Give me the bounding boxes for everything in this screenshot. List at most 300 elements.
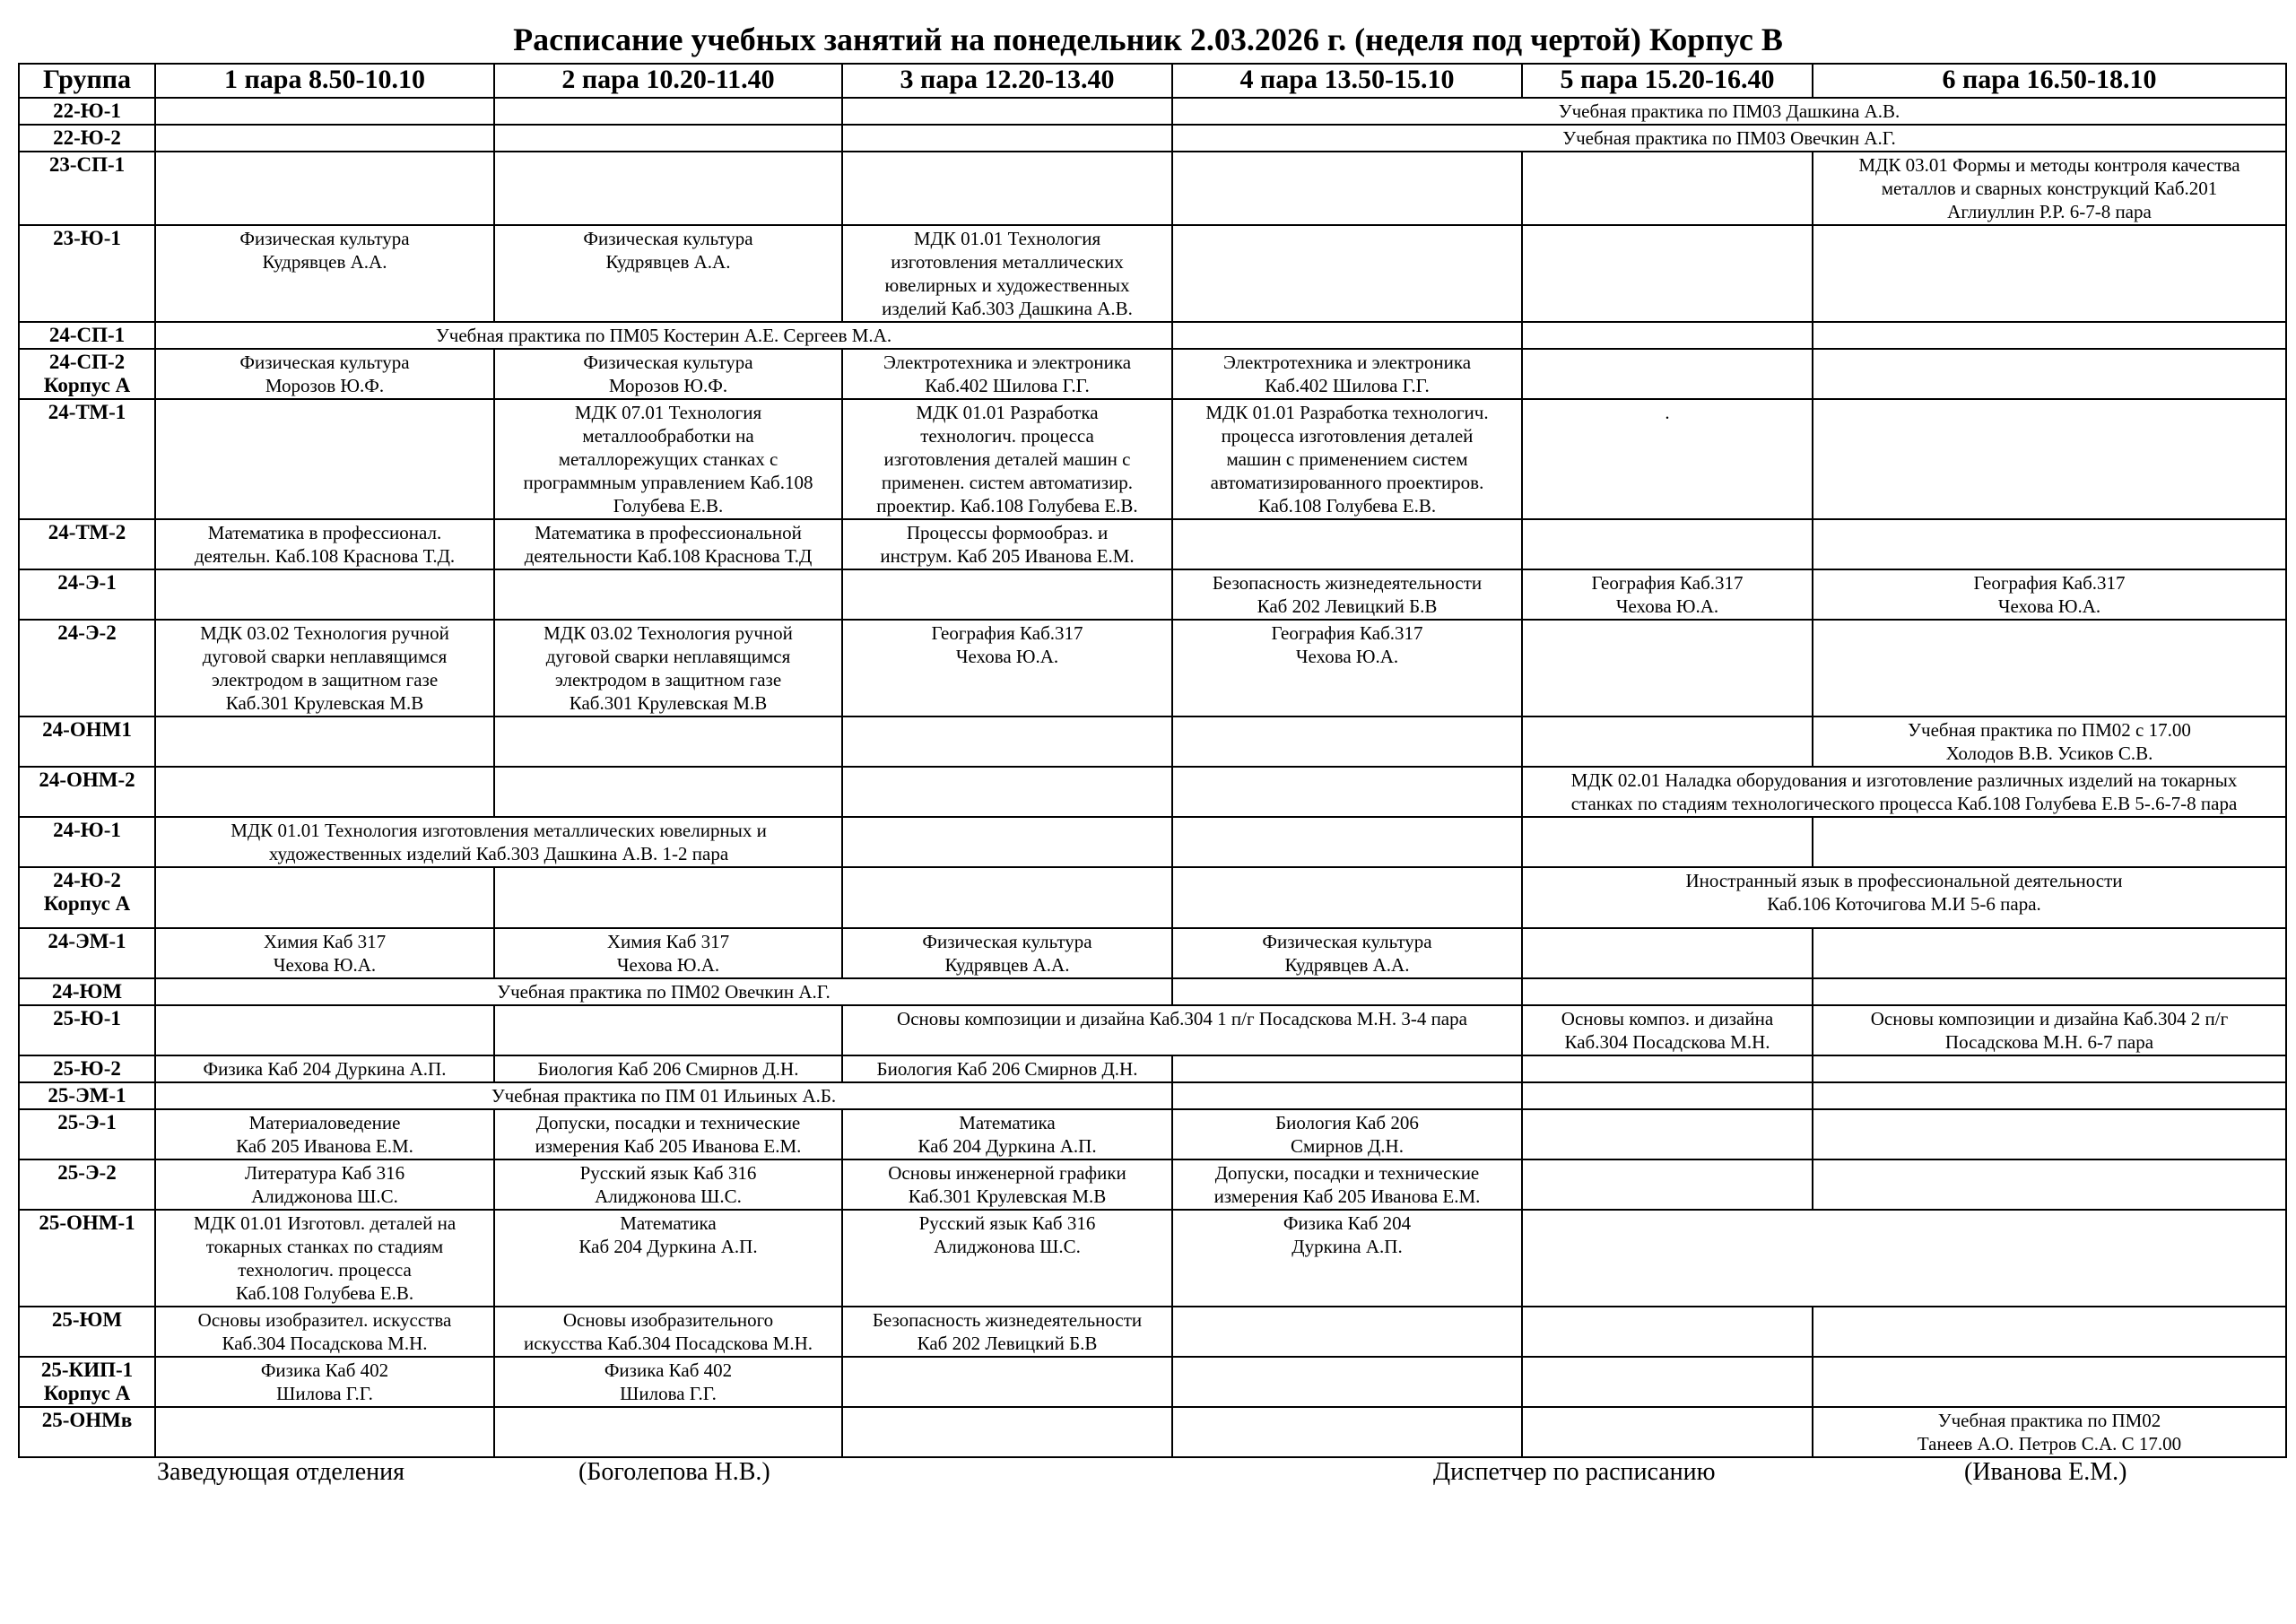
lesson-text: Каб.402 Шилова Г.Г. — [925, 375, 1090, 396]
lesson-text: Математика — [620, 1212, 717, 1234]
lesson-text: измерения Каб 205 Иванова Е.М. — [535, 1135, 802, 1157]
lesson-text: технологич. процесса — [920, 425, 1094, 447]
lesson-cell — [155, 1005, 494, 1055]
lesson-text: МДК 07.01 Технология — [574, 402, 762, 423]
lesson-text: процесса изготовления деталей — [1221, 425, 1474, 447]
lesson-cell — [155, 767, 494, 817]
group-name: 24-Ю-1 — [53, 819, 121, 841]
lesson-text: Основы композиции и дизайна Каб.304 2 п/г — [1870, 1008, 2229, 1029]
schedule-row — [19, 569, 2286, 620]
schedule-body — [19, 98, 2286, 1457]
group-cell — [19, 1109, 155, 1159]
lesson-text: Кудрявцев А.А. — [262, 251, 387, 273]
lesson-text: МДК 01.01 Технология — [913, 228, 1101, 249]
lesson-cell — [1813, 349, 2286, 399]
lesson-text: Учебная практика по ПМ02 Овечкин А.Г. — [497, 981, 831, 1003]
lesson-text: Чехова Ю.А. — [955, 646, 1059, 667]
lesson-text: Каб 204 Дуркина А.П. — [918, 1135, 1097, 1157]
group-cell — [19, 767, 155, 817]
lesson-text: География Каб.317 — [931, 622, 1083, 644]
lesson-cell — [1813, 322, 2286, 349]
lesson-cell — [155, 519, 494, 569]
lesson-text: металлов и сварных конструкций Каб.201 — [1881, 178, 2218, 199]
lesson-cell — [1172, 978, 1522, 1005]
lesson-cell — [494, 1005, 842, 1055]
lesson-text: Алиджонова Ш.С. — [934, 1236, 1081, 1257]
lesson-cell — [842, 817, 1172, 867]
lesson-cell — [155, 1407, 494, 1457]
lesson-cell — [842, 519, 1172, 569]
group-name: 24-СП-1 — [48, 324, 126, 346]
schedule-row — [19, 1055, 2286, 1082]
lesson-text: Каб.301 Крулевская М.В — [569, 692, 768, 714]
header-pair-1: 1 пара 8.50-10.10 — [155, 64, 494, 98]
head-of-department-name: (Боголепова Н.В.) — [578, 1458, 770, 1486]
schedule-row — [19, 125, 2286, 152]
group-name: 24-Ю-2 — [53, 869, 121, 891]
lesson-cell — [842, 1055, 1172, 1082]
group-name: 22-Ю-2 — [53, 126, 121, 149]
lesson-cell — [1172, 1357, 1522, 1407]
lesson-text: Каб.301 Крулевская М.В — [225, 692, 424, 714]
group-name: 22-Ю-1 — [53, 100, 121, 122]
lesson-text: Биология Каб 206 Смирнов Д.Н. — [537, 1058, 799, 1080]
lesson-cell — [842, 767, 1172, 817]
group-name: 24-ЮМ — [51, 980, 123, 1003]
lesson-text: Каб.106 Коточигова М.И 5-6 пара. — [1767, 893, 2041, 915]
lesson-text: металлообработки на — [582, 425, 754, 447]
lesson-text: Морозов Ю.Ф. — [608, 375, 728, 396]
lesson-text: МДК 01.01 Технология изготовления металлических ювелирных и — [230, 820, 767, 841]
lesson-text: Посадскова М.Н. 6-7 пара — [1944, 1031, 2154, 1053]
group-cell — [19, 1357, 155, 1407]
lesson-text: Математика в профессиональной — [535, 522, 802, 543]
lesson-text: Русский язык Каб 316 — [918, 1212, 1096, 1234]
group-cell — [19, 1210, 155, 1307]
lesson-text: Каб 202 Левицкий Б.В — [1257, 595, 1438, 617]
lesson-text: художественных изделий Каб.303 Дашкина А.В. 1-2 пара — [268, 843, 729, 864]
group-name: 24-ТМ-1 — [48, 401, 126, 423]
lesson-text: Учебная практика по ПМ03 Дашкина А.В. — [1558, 100, 1900, 122]
lesson-cell — [1813, 978, 2286, 1005]
group-name: 25-ОНМв — [41, 1409, 133, 1431]
lesson-text: Основы инженерной графики — [888, 1162, 1126, 1184]
lesson-cell — [1522, 1357, 1813, 1407]
lesson-cell — [1522, 1005, 1813, 1055]
lesson-cell — [155, 928, 494, 978]
lesson-cell — [1522, 152, 1813, 225]
lesson-text: Шилова Г.Г. — [276, 1383, 373, 1404]
lesson-cell — [494, 1159, 842, 1210]
group-cell — [19, 716, 155, 767]
lesson-cell — [494, 152, 842, 225]
lesson-cell — [1522, 867, 2286, 928]
lesson-cell — [842, 1005, 1522, 1055]
lesson-cell — [842, 620, 1172, 716]
lesson-cell — [494, 1210, 842, 1307]
lesson-cell — [1813, 817, 2286, 867]
lesson-cell — [494, 349, 842, 399]
lesson-cell — [1172, 1055, 1522, 1082]
lesson-text: МДК 03.01 Формы и методы контроля качества — [1858, 154, 2240, 176]
lesson-text: электродом в защитном газе — [554, 669, 782, 690]
lesson-text: Химия Каб 317 — [606, 931, 730, 952]
lesson-cell — [842, 1307, 1172, 1357]
lesson-text: Физическая культура — [1262, 931, 1432, 952]
group-cell — [19, 225, 155, 322]
lesson-text: География Каб.317 — [1271, 622, 1423, 644]
lesson-cell — [1522, 225, 1813, 322]
lesson-cell — [494, 767, 842, 817]
lesson-text: Допуски, посадки и технические — [535, 1112, 801, 1133]
group-cell — [19, 98, 155, 125]
lesson-cell — [842, 1159, 1172, 1210]
lesson-cell — [155, 716, 494, 767]
lesson-text: Безопасность жизнедеятельности — [1212, 572, 1483, 594]
lesson-text: Чехова Ю.А. — [1615, 595, 1719, 617]
lesson-text: Электротехника и электроника — [883, 352, 1132, 373]
lesson-text: Физическая культура — [239, 228, 410, 249]
lesson-text: Смирнов Д.Н. — [1291, 1135, 1404, 1157]
group-cell — [19, 928, 155, 978]
schedule-row — [19, 519, 2286, 569]
lesson-cell — [1813, 152, 2286, 225]
group-cell — [19, 978, 155, 1005]
lesson-text: Аглиуллин Р.Р. 6-7-8 пара — [1947, 201, 2152, 222]
schedule-row — [19, 620, 2286, 716]
schedule-row — [19, 1307, 2286, 1357]
lesson-text: Учебная практика по ПМ05 Костерин А.Е. Сергеев М.А. — [435, 325, 892, 346]
lesson-text: Чехова Ю.А. — [616, 954, 720, 976]
lesson-text: Холодов В.В. Усиков С.В. — [1945, 743, 2153, 764]
lesson-cell — [842, 152, 1172, 225]
lesson-cell — [1172, 1109, 1522, 1159]
lesson-text: МДК 01.01 Разработка технологич. — [1205, 402, 1489, 423]
lesson-text: изготовления металлических — [891, 251, 1124, 273]
schedule-row — [19, 817, 2286, 867]
lesson-cell — [155, 125, 494, 152]
group-name: 25-Э-2 — [57, 1161, 117, 1184]
lesson-text: Безопасность жизнедеятельности — [872, 1309, 1143, 1331]
lesson-cell — [494, 225, 842, 322]
lesson-cell — [1172, 1159, 1522, 1210]
lesson-text: Физика Каб 204 Дуркина А.П. — [203, 1058, 447, 1080]
lesson-cell — [494, 519, 842, 569]
lesson-text: Учебная практика по ПМ02 с 17.00 — [1908, 719, 2191, 741]
lesson-cell — [1172, 519, 1522, 569]
header-row — [19, 64, 2286, 98]
group-name: 25-КИП-1 — [40, 1359, 134, 1381]
lesson-cell — [842, 399, 1172, 519]
lesson-text: применен. систем автоматизир. — [881, 472, 1134, 493]
lesson-text: Голубева Е.В. — [613, 495, 724, 517]
lesson-cell — [155, 152, 494, 225]
lesson-cell — [1813, 1407, 2286, 1457]
group-cell — [19, 817, 155, 867]
dispatcher-name: (Иванова Е.М.) — [1964, 1458, 2127, 1486]
lesson-text: Химия Каб 317 — [263, 931, 387, 952]
lesson-cell — [1813, 928, 2286, 978]
group-cell — [19, 620, 155, 716]
lesson-cell — [155, 867, 494, 928]
lesson-text: программным управлением Каб.108 — [523, 472, 813, 493]
header-pair-5: 5 пара 15.20-16.40 — [1522, 64, 1813, 98]
group-name: 25-ЮМ — [51, 1308, 123, 1331]
lesson-cell — [1813, 1357, 2286, 1407]
lesson-cell — [1813, 399, 2286, 519]
schedule-row — [19, 322, 2286, 349]
lesson-cell — [1172, 98, 2286, 125]
lesson-cell — [1522, 322, 1813, 349]
lesson-cell — [494, 1357, 842, 1407]
lesson-cell — [494, 716, 842, 767]
signature-footer — [0, 1455, 2296, 1490]
lesson-cell — [155, 1307, 494, 1357]
lesson-cell — [1522, 519, 1813, 569]
lesson-text: Каб.301 Крулевская М.В — [908, 1185, 1107, 1207]
schedule-title: Расписание учебных занятий на понедельник 2.03.2026 г. (неделя под чертой) Корпус В — [513, 22, 1783, 57]
head-of-department-label: Заведующая отделения — [157, 1458, 405, 1486]
lesson-text: машин с применением систем — [1226, 448, 1468, 470]
lesson-text: Каб 205 Иванова Е.М. — [236, 1135, 413, 1157]
lesson-text: изготовления деталей машин с — [883, 448, 1131, 470]
lesson-text: деятельности Каб.108 Краснова Т.Д — [524, 545, 813, 567]
group-name: 24-ЭМ-1 — [48, 930, 126, 952]
lesson-cell — [155, 349, 494, 399]
lesson-cell — [1172, 1210, 1522, 1307]
group-name: 23-Ю-1 — [53, 227, 121, 249]
lesson-text: География Каб.317 — [1973, 572, 2126, 594]
lesson-cell — [1813, 519, 2286, 569]
lesson-text: инструм. Каб 205 Иванова Е.М. — [880, 545, 1135, 567]
lesson-cell — [155, 225, 494, 322]
lesson-text: электродом в защитном газе — [211, 669, 439, 690]
lesson-text: Литература Каб 316 — [244, 1162, 405, 1184]
lesson-text: ювелирных и художественных — [884, 274, 1130, 296]
schedule-row — [19, 716, 2286, 767]
lesson-cell — [842, 98, 1172, 125]
lesson-cell — [1522, 569, 1813, 620]
lesson-cell — [494, 399, 842, 519]
lesson-text: Физическая культура — [583, 228, 753, 249]
lesson-cell — [155, 1109, 494, 1159]
lesson-text: Каб 204 Дуркина А.П. — [578, 1236, 758, 1257]
lesson-text: Дуркина А.П. — [1292, 1236, 1403, 1257]
lesson-text: искусства Каб.304 Посадскова М.Н. — [523, 1333, 813, 1354]
lesson-cell — [842, 1357, 1172, 1407]
lesson-cell — [1522, 716, 1813, 767]
group-name: 25-Э-1 — [57, 1111, 117, 1133]
group-cell — [19, 519, 155, 569]
lesson-text: Физическая культура — [922, 931, 1092, 952]
group-cell — [19, 322, 155, 349]
lesson-text: Каб.108 Голубева Е.В. — [235, 1282, 414, 1304]
lesson-text: Учебная практика по ПМ 01 Ильиных А.Б. — [491, 1085, 837, 1107]
lesson-cell — [155, 1159, 494, 1210]
group-name: Корпус А — [43, 892, 131, 915]
lesson-text: автоматизированного проектиров. — [1210, 472, 1484, 493]
lesson-cell — [842, 1210, 1172, 1307]
lesson-text: Кудрявцев А.А. — [1284, 954, 1410, 976]
group-name: Корпус А — [43, 1382, 131, 1404]
lesson-cell — [1522, 1407, 1813, 1457]
lesson-text: Материаловедение — [248, 1112, 401, 1133]
lesson-cell — [1172, 152, 1522, 225]
lesson-cell — [494, 569, 842, 620]
lesson-cell — [1813, 1109, 2286, 1159]
lesson-cell — [155, 1082, 1172, 1109]
lesson-cell — [494, 928, 842, 978]
schedule-row — [19, 1082, 2286, 1109]
lesson-cell — [155, 978, 1172, 1005]
dispatcher-label: Диспетчер по расписанию — [1433, 1458, 1716, 1486]
lesson-cell — [1172, 1082, 1522, 1109]
lesson-cell — [494, 98, 842, 125]
schedule-row — [19, 1005, 2286, 1055]
lesson-text: Чехова Ю.А. — [1295, 646, 1399, 667]
lesson-cell — [1522, 1159, 1813, 1210]
group-cell — [19, 1055, 155, 1082]
lesson-cell — [1172, 399, 1522, 519]
lesson-cell — [1172, 225, 1522, 322]
lesson-cell — [1522, 399, 1813, 519]
lesson-cell — [1813, 1082, 2286, 1109]
lesson-cell — [1172, 1307, 1522, 1357]
lesson-cell — [155, 620, 494, 716]
lesson-text: токарных станках по стадиям — [205, 1236, 444, 1257]
lesson-cell — [1172, 817, 1522, 867]
lesson-cell — [842, 716, 1172, 767]
lesson-text: деятельн. Каб.108 Краснова Т.Д. — [194, 545, 456, 567]
schedule-row — [19, 978, 2286, 1005]
lesson-text: Каб.304 Посадскова М.Н. — [222, 1333, 428, 1354]
lesson-text: металлорежущих станках с — [558, 448, 778, 470]
group-cell — [19, 569, 155, 620]
lesson-cell — [1522, 928, 1813, 978]
schedule-table — [18, 63, 2287, 1458]
lesson-cell — [494, 1407, 842, 1457]
group-cell — [19, 867, 155, 928]
group-cell — [19, 1407, 155, 1457]
group-cell — [19, 349, 155, 399]
lesson-cell — [842, 569, 1172, 620]
lesson-text: Допуски, посадки и технические — [1214, 1162, 1480, 1184]
lesson-cell — [1172, 867, 1522, 928]
lesson-text: Математика — [959, 1112, 1056, 1133]
lesson-text: Физическая культура — [583, 352, 753, 373]
lesson-cell — [842, 1407, 1172, 1457]
lesson-text: Электротехника и электроника — [1222, 352, 1472, 373]
lesson-cell — [1813, 620, 2286, 716]
lesson-text: Танеев А.О. Петров С.А. С 17.00 — [1917, 1433, 2182, 1455]
header-pair-3: 3 пара 12.20-13.40 — [842, 64, 1172, 98]
lesson-cell — [842, 1109, 1172, 1159]
lesson-text: измерения Каб 205 Иванова Е.М. — [1213, 1185, 1481, 1207]
lesson-cell — [1172, 1407, 1522, 1457]
lesson-cell — [1522, 1082, 1813, 1109]
header-pair-4: 4 пара 13.50-15.10 — [1172, 64, 1522, 98]
lesson-cell — [842, 867, 1172, 928]
schedule-row — [19, 399, 2286, 519]
schedule-row — [19, 1210, 2286, 1307]
group-cell — [19, 152, 155, 225]
lesson-cell — [155, 98, 494, 125]
lesson-text: Шилова Г.Г. — [620, 1383, 717, 1404]
schedule-row — [19, 225, 2286, 322]
lesson-text: Учебная практика по ПМ03 Овечкин А.Г. — [1562, 127, 1896, 149]
lesson-text: Алиджонова Ш.С. — [595, 1185, 742, 1207]
lesson-cell — [842, 125, 1172, 152]
lesson-text: . — [1665, 402, 1670, 423]
lesson-text: Иностранный язык в профессиональной деятельности — [1685, 870, 2123, 891]
group-name: 25-Ю-2 — [53, 1057, 121, 1080]
lesson-text: Чехова Ю.А. — [1997, 595, 2101, 617]
lesson-cell — [155, 817, 842, 867]
schedule-row — [19, 928, 2286, 978]
lesson-text: Морозов Ю.Ф. — [265, 375, 385, 396]
lesson-cell — [1813, 225, 2286, 322]
lesson-text: Каб.304 Посадскова М.Н. — [1564, 1031, 1770, 1053]
lesson-cell — [155, 399, 494, 519]
schedule-row — [19, 349, 2286, 399]
lesson-cell — [1522, 978, 1813, 1005]
schedule-row — [19, 1407, 2286, 1457]
lesson-text: проектир. Каб.108 Голубева Е.В. — [876, 495, 1138, 517]
lesson-text: технологич. процесса — [238, 1259, 412, 1281]
lesson-cell — [155, 1055, 494, 1082]
lesson-cell — [494, 125, 842, 152]
lesson-text: МДК 03.02 Технология ручной — [200, 622, 449, 644]
lesson-cell — [1172, 322, 1522, 349]
group-cell — [19, 1082, 155, 1109]
lesson-text: Математика в профессионал. — [207, 522, 442, 543]
lesson-cell — [155, 1210, 494, 1307]
lesson-text: Основы композ. и дизайна — [1561, 1008, 1774, 1029]
lesson-text: Физическая культура — [239, 352, 410, 373]
lesson-cell — [1522, 1210, 2286, 1307]
group-name: 24-ТМ-2 — [48, 521, 126, 543]
lesson-text: МДК 01.01 Разработка — [916, 402, 1099, 423]
lesson-cell — [1522, 1109, 1813, 1159]
lesson-cell — [1522, 349, 1813, 399]
lesson-text: Физика Каб 204 — [1283, 1212, 1412, 1234]
lesson-cell — [494, 1307, 842, 1357]
lesson-cell — [1172, 928, 1522, 978]
lesson-cell — [1813, 1005, 2286, 1055]
lesson-text: География Каб.317 — [1591, 572, 1744, 594]
lesson-cell — [1172, 569, 1522, 620]
lesson-text: Основы изобразительного — [562, 1309, 774, 1331]
lesson-text: Каб 202 Левицкий Б.В — [917, 1333, 1098, 1354]
lesson-text: Основы изобразител. искусства — [197, 1309, 452, 1331]
group-cell — [19, 125, 155, 152]
lesson-cell — [494, 1109, 842, 1159]
lesson-cell — [155, 569, 494, 620]
lesson-cell — [842, 225, 1172, 322]
lesson-cell — [1172, 716, 1522, 767]
lesson-text: Биология Каб 206 — [1275, 1112, 1419, 1133]
lesson-text: Биология Каб 206 Смирнов Д.Н. — [876, 1058, 1138, 1080]
group-cell — [19, 1005, 155, 1055]
lesson-cell — [1813, 1159, 2286, 1210]
group-cell — [19, 399, 155, 519]
lesson-cell — [494, 620, 842, 716]
group-name: 24-Э-2 — [57, 621, 117, 644]
lesson-cell — [1522, 767, 2286, 817]
lesson-text: Процессы формообраз. и — [906, 522, 1109, 543]
lesson-text: МДК 01.01 Изготовл. деталей на — [193, 1212, 457, 1234]
lesson-text: дуговой сварки неплавящимся — [202, 646, 448, 667]
